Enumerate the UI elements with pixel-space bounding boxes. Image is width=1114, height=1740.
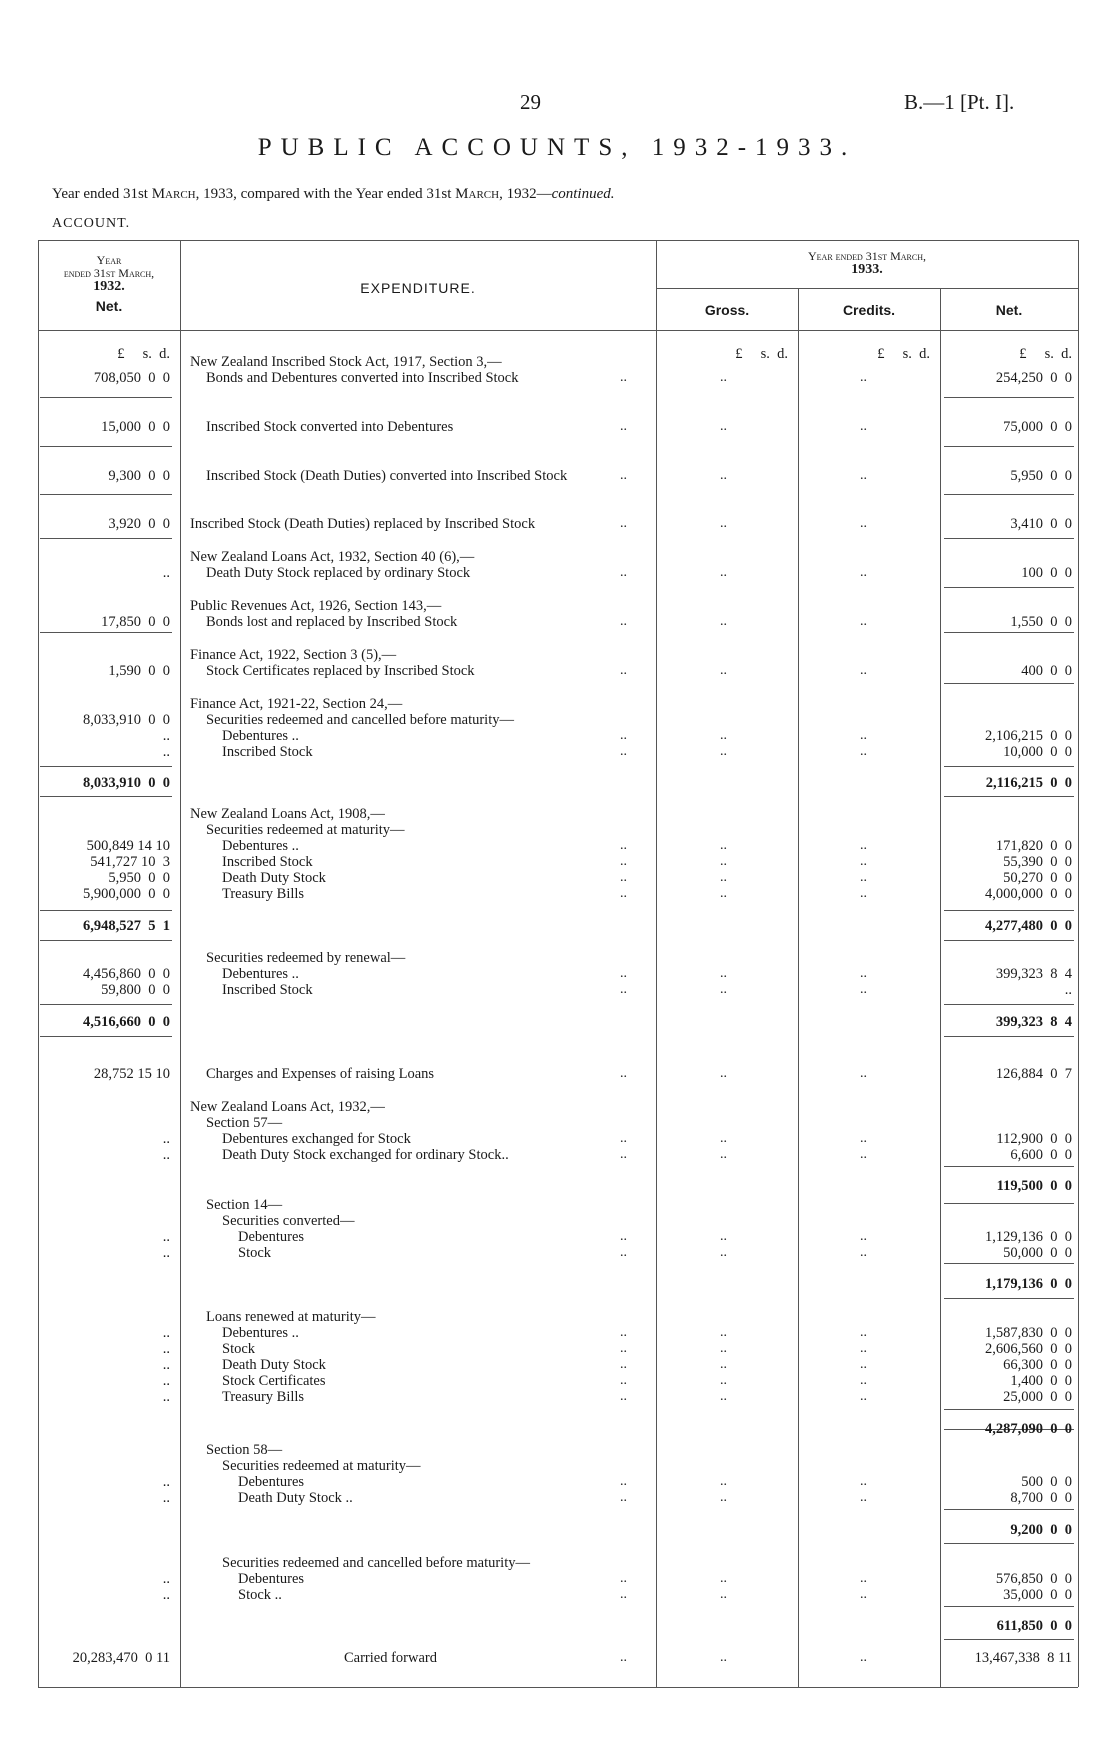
expenditure-header: EXPENDITURE. (360, 280, 476, 296)
document-reference: B.—1 [Pt. I]. (904, 90, 1015, 114)
leader-dots: .. (620, 838, 627, 853)
credits-empty-cell: .. (860, 1066, 867, 1081)
leader-dots: .. (620, 870, 627, 885)
net-unit-label: £ s. d. (1019, 346, 1072, 362)
gross-empty-cell: .. (720, 1341, 727, 1356)
page-subtitle: Year ended 31st March, 1933, compared with the Year ended 31st March, 1932—continued. (52, 186, 615, 202)
prev-net-header: Net. (95, 298, 123, 314)
prev-year-net-value: 1,590 0 0 (108, 663, 170, 679)
current-year-net-value: 1,179,136 0 0 (985, 1276, 1072, 1292)
row-description: New Zealand Loans Act, 1908,— (190, 806, 385, 822)
row-description: Stock (222, 1341, 256, 1357)
account-label: ACCOUNT. (52, 216, 131, 231)
row-description: Inscribed Stock (222, 744, 313, 760)
gross-empty-cell: .. (720, 1587, 727, 1602)
credits-empty-cell: .. (860, 1147, 867, 1162)
prev-year-net-value: 5,900,000 0 0 (83, 886, 170, 902)
credits-empty-cell: .. (860, 1650, 867, 1665)
leader-dots: .. (620, 1245, 627, 1260)
leader-dots: .. (620, 516, 627, 531)
gross-empty-cell: .. (720, 982, 727, 997)
gross-empty-cell: .. (720, 1147, 727, 1162)
row-description: Securities redeemed and cancelled before maturity— (206, 712, 514, 728)
current-year-net-value: 400 0 0 (1021, 663, 1072, 679)
row-description: Bonds lost and replaced by Inscribed Stock (206, 614, 458, 630)
leader-dots: .. (620, 419, 627, 434)
current-year-net-value: 576,850 0 0 (995, 1571, 1072, 1587)
row-description: Stock (238, 1245, 272, 1261)
rule-line (944, 683, 1074, 684)
net-header: Net. (995, 302, 1023, 318)
credits-empty-cell: .. (860, 1325, 867, 1340)
row-description: Inscribed Stock (Death Duties) replaced by Inscribed Stock (190, 516, 536, 532)
gross-empty-cell: .. (720, 468, 727, 483)
row-description: Securities redeemed by renewal— (206, 950, 406, 966)
gross-empty-cell: .. (720, 870, 727, 885)
current-year-net-value: 2,606,560 0 0 (985, 1341, 1072, 1357)
prev-year-net-value: .. (162, 1245, 170, 1261)
credits-empty-cell: .. (860, 1131, 867, 1146)
rule-line (944, 1263, 1074, 1264)
gross-unit-label: £ s. d. (735, 346, 788, 362)
leader-dots: .. (620, 1389, 627, 1404)
prev-year-net-value: 541,727 10 3 (90, 854, 170, 870)
credits-empty-cell: .. (860, 614, 867, 629)
rule-line (944, 538, 1074, 539)
row-description: Debentures .. (222, 728, 299, 744)
row-description: Debentures .. (222, 838, 299, 854)
credits-empty-cell: .. (860, 468, 867, 483)
current-year-net-value: 50,000 0 0 (1003, 1245, 1072, 1261)
credits-empty-cell: .. (860, 1341, 867, 1356)
row-description: Securities converted— (222, 1213, 355, 1229)
leader-dots: .. (620, 886, 627, 901)
gross-empty-cell: .. (720, 1325, 727, 1340)
row-description: Loans renewed at maturity— (206, 1309, 376, 1325)
prev-year-net-value: 20,283,470 0 11 (72, 1650, 170, 1666)
credits-empty-cell: .. (860, 1373, 867, 1388)
credits-empty-cell: .. (860, 1245, 867, 1260)
row-description: Death Duty Stock .. (238, 1490, 353, 1506)
credits-empty-cell: .. (860, 1571, 867, 1586)
row-description: Public Revenues Act, 1926, Section 143,— (190, 598, 442, 614)
prev-year-net-value: 8,033,910 0 0 (83, 712, 170, 728)
gross-empty-cell: .. (720, 728, 727, 743)
row-description: Inscribed Stock converted into Debentures (206, 419, 454, 435)
prev-year-net-value: .. (162, 1131, 170, 1147)
gross-empty-cell: .. (720, 1373, 727, 1388)
credits-empty-cell: .. (860, 419, 867, 434)
row-description: Stock Certificates (222, 1373, 326, 1389)
gross-empty-cell: .. (720, 886, 727, 901)
current-year-net-value: 3,410 0 0 (1010, 516, 1072, 532)
leader-dots: .. (620, 1229, 627, 1244)
rule-line (944, 397, 1074, 398)
gross-empty-cell: .. (720, 838, 727, 853)
rule-line (944, 587, 1074, 588)
current-year-net-value: 66,300 0 0 (1003, 1357, 1072, 1373)
credits-empty-cell: .. (860, 838, 867, 853)
leader-dots: .. (620, 1650, 627, 1665)
leader-dots: .. (620, 565, 627, 580)
rule-line (40, 446, 172, 447)
row-description: New Zealand Loans Act, 1932, Section 40 (6),— (190, 549, 475, 565)
row-description: New Zealand Loans Act, 1932,— (190, 1099, 385, 1115)
credits-empty-cell: .. (860, 886, 867, 901)
credits-header: Credits. (842, 302, 896, 318)
current-year-net-value: 2,106,215 0 0 (985, 728, 1072, 744)
gross-empty-cell: .. (720, 1357, 727, 1372)
page-title: PUBLIC ACCOUNTS, 1932-1933. (257, 134, 857, 161)
row-description: Section 14— (206, 1197, 283, 1213)
rule-line (944, 1509, 1074, 1510)
current-year-net-value: 6,600 0 0 (1010, 1147, 1072, 1163)
rule-line (40, 796, 172, 797)
rule-line (944, 940, 1074, 941)
row-description: Death Duty Stock (222, 1357, 326, 1373)
prev-year-net-value: .. (162, 1373, 170, 1389)
row-description: Securities redeemed and cancelled before maturity— (222, 1555, 530, 1571)
credits-empty-cell: .. (860, 1490, 867, 1505)
row-description: Treasury Bills (222, 1389, 305, 1405)
current-year-net-value: 100 0 0 (1021, 565, 1072, 581)
prev-year-net-value: .. (162, 1229, 170, 1245)
credits-empty-cell: .. (860, 663, 867, 678)
credits-empty-cell: .. (860, 870, 867, 885)
current-year-net-value: 55,390 0 0 (1003, 854, 1072, 870)
prev-year-net-value: 4,516,660 0 0 (83, 1014, 170, 1030)
prev-year-header: Year ended 31st March, 1932. (63, 253, 155, 294)
prev-year-net-value: 708,050 0 0 (93, 370, 170, 386)
row-description: Finance Act, 1921-22, Section 24,— (190, 696, 403, 712)
prev-year-net-value: .. (162, 1357, 170, 1373)
row-description: Inscribed Stock (222, 854, 313, 870)
current-year-net-value: 399,323 8 4 (995, 1014, 1072, 1030)
credits-empty-cell: .. (860, 744, 867, 759)
leader-dots: .. (620, 1131, 627, 1146)
current-year-net-value: 500 0 0 (1021, 1474, 1072, 1490)
prev-year-net-value: .. (162, 1325, 170, 1341)
prev-year-net-value: 15,000 0 0 (101, 419, 170, 435)
rule-line (40, 397, 172, 398)
prev-year-net-value: .. (162, 1341, 170, 1357)
current-year-net-value: 611,850 0 0 (996, 1618, 1072, 1634)
leader-dots: .. (620, 370, 627, 385)
prev-year-net-value: .. (162, 1147, 170, 1163)
prev-year-net-value: .. (162, 744, 170, 760)
current-year-net-value: 119,500 0 0 (996, 1178, 1072, 1194)
current-year-net-value: 399,323 8 4 (995, 966, 1072, 982)
gross-empty-cell: .. (720, 1131, 727, 1146)
rule-line (944, 632, 1074, 633)
credits-empty-cell: .. (860, 370, 867, 385)
row-description: Securities redeemed at maturity— (222, 1458, 421, 1474)
rule-line (40, 494, 172, 495)
gross-empty-cell: .. (720, 1474, 727, 1489)
prev-year-net-value: .. (162, 1587, 170, 1603)
leader-dots: .. (620, 663, 627, 678)
credits-empty-cell: .. (860, 982, 867, 997)
leader-dots: .. (620, 1474, 627, 1489)
rule-line (944, 1543, 1074, 1544)
prev-year-net-value: .. (162, 1474, 170, 1490)
page-number: 29 (520, 90, 541, 114)
rule-line (944, 1004, 1074, 1005)
current-year-net-value: 50,270 0 0 (1003, 870, 1072, 886)
credits-empty-cell: .. (860, 1389, 867, 1404)
credits-empty-cell: .. (860, 1357, 867, 1372)
leader-dots: .. (620, 1147, 627, 1162)
credits-empty-cell: .. (860, 966, 867, 981)
prev-year-net-value: .. (162, 1571, 170, 1587)
current-year-net-value: 9,200 0 0 (1010, 1522, 1072, 1538)
current-year-net-value: 4,277,480 0 0 (985, 918, 1072, 934)
gross-empty-cell: .. (720, 1389, 727, 1404)
prev-year-net-value: .. (162, 1490, 170, 1506)
prev-year-net-value: 4,456,860 0 0 (83, 966, 170, 982)
gross-empty-cell: .. (720, 419, 727, 434)
row-description: Inscribed Stock (Death Duties) converted into Inscribed Stock (206, 468, 568, 484)
prev-year-net-value: .. (162, 1389, 170, 1405)
curr-year-header: Year ended 31st March, 1933. (807, 249, 926, 277)
credits-empty-cell: .. (860, 1229, 867, 1244)
row-description: Finance Act, 1922, Section 3 (5),— (190, 647, 397, 663)
gross-empty-cell: .. (720, 614, 727, 629)
current-year-net-value: 126,884 0 7 (995, 1066, 1072, 1082)
rule-line (944, 910, 1074, 911)
gross-empty-cell: .. (720, 370, 727, 385)
leader-dots: .. (620, 1490, 627, 1505)
row-description: New Zealand Inscribed Stock Act, 1917, Section 3,— (190, 354, 502, 370)
leader-dots: .. (620, 982, 627, 997)
current-year-net-value: 25,000 0 0 (1003, 1389, 1072, 1405)
current-year-net-value: 75,000 0 0 (1003, 419, 1072, 435)
prev-year-net-value: .. (162, 565, 170, 581)
rule-line (40, 940, 172, 941)
current-year-net-value: 1,550 0 0 (1010, 614, 1072, 630)
row-description: Section 57— (206, 1115, 283, 1131)
row-description: Carried forward (344, 1650, 437, 1666)
gross-empty-cell: .. (720, 1490, 727, 1505)
current-year-net-value: 1,400 0 0 (1010, 1373, 1072, 1389)
row-description: Debentures .. (222, 1325, 299, 1341)
rule-line (944, 1639, 1074, 1640)
row-description: Treasury Bills (222, 886, 305, 902)
leader-dots: .. (620, 1373, 627, 1388)
row-description: Charges and Expenses of raising Loans (206, 1066, 435, 1082)
prev-year-net-value: 59,800 0 0 (101, 982, 170, 998)
rule-line (944, 1298, 1074, 1299)
leader-dots: .. (620, 1571, 627, 1586)
gross-empty-cell: .. (720, 1571, 727, 1586)
row-description: Debentures exchanged for Stock (222, 1131, 411, 1147)
current-year-net-value: 1,129,136 0 0 (985, 1229, 1072, 1245)
rule-line (40, 1004, 172, 1005)
leader-dots: .. (620, 1341, 627, 1356)
current-year-net-value: 171,820 0 0 (995, 838, 1072, 854)
rule-line (944, 1606, 1074, 1607)
current-year-net-value: 35,000 0 0 (1003, 1587, 1072, 1603)
rule-line (944, 766, 1074, 767)
credits-empty-cell: .. (860, 565, 867, 580)
current-year-net-value: 10,000 0 0 (1003, 744, 1072, 760)
current-year-net-value: 2,116,215 0 0 (985, 775, 1072, 791)
prev-year-net-value: 17,850 0 0 (101, 614, 170, 630)
rule-line (944, 446, 1074, 447)
row-description: Death Duty Stock (222, 870, 326, 886)
credits-empty-cell: .. (860, 1474, 867, 1489)
credits-empty-cell: .. (860, 854, 867, 869)
gross-empty-cell: .. (720, 1650, 727, 1665)
gross-empty-cell: .. (720, 854, 727, 869)
gross-empty-cell: .. (720, 1066, 727, 1081)
leader-dots: .. (620, 744, 627, 759)
rule-line (944, 1166, 1074, 1167)
leader-dots: .. (620, 966, 627, 981)
prev-year-net-value: .. (162, 728, 170, 744)
row-description: Death Duty Stock replaced by ordinary Stock (206, 565, 471, 581)
row-description: Debentures (238, 1474, 305, 1490)
current-year-net-value: .. (1064, 982, 1072, 998)
current-year-net-value: 254,250 0 0 (995, 370, 1072, 386)
credits-empty-cell: .. (860, 516, 867, 531)
prev-year-net-value: 500,849 14 10 (86, 838, 170, 854)
rule-line (944, 796, 1074, 797)
current-year-net-value: 1,587,830 0 0 (985, 1325, 1072, 1341)
gross-header: Gross. (704, 302, 750, 318)
rule-line (944, 1036, 1074, 1037)
current-year-net-value: 8,700 0 0 (1010, 1490, 1072, 1506)
leader-dots: .. (620, 854, 627, 869)
row-description: Stock Certificates replaced by Inscribed Stock (206, 663, 475, 679)
row-description: Stock .. (238, 1587, 282, 1603)
row-description: Inscribed Stock (222, 982, 313, 998)
gross-empty-cell: .. (720, 565, 727, 580)
leader-dots: .. (620, 1357, 627, 1372)
rule-line (944, 1409, 1074, 1410)
prev-year-net-value: 5,950 0 0 (108, 870, 170, 886)
prev-year-net-value: 6,948,527 5 1 (83, 918, 170, 934)
gross-empty-cell: .. (720, 1229, 727, 1244)
prev-unit-label: £ s. d. (117, 346, 170, 362)
row-description: Debentures .. (222, 966, 299, 982)
rule-line (944, 494, 1074, 495)
current-year-net-value: 4,287,090 0 0 (985, 1421, 1072, 1437)
prev-year-net-value: 28,752 15 10 (93, 1066, 170, 1082)
leader-dots: .. (620, 614, 627, 629)
prev-year-net-value: 3,920 0 0 (108, 516, 170, 532)
row-description: Securities redeemed at maturity— (206, 822, 405, 838)
rule-line (40, 538, 172, 539)
current-year-net-value: 13,467,338 8 11 (974, 1650, 1072, 1666)
prev-year-net-value: 9,300 0 0 (108, 468, 170, 484)
rule-line (40, 1036, 172, 1037)
rule-line (40, 632, 172, 633)
credits-empty-cell: .. (860, 728, 867, 743)
gross-empty-cell: .. (720, 1245, 727, 1260)
current-year-net-value: 112,900 0 0 (996, 1131, 1072, 1147)
row-description: Death Duty Stock exchanged for ordinary Stock.. (222, 1147, 509, 1163)
row-description: Bonds and Debentures converted into Inscribed Stock (206, 370, 519, 386)
gross-empty-cell: .. (720, 744, 727, 759)
current-year-net-value: 5,950 0 0 (1010, 468, 1072, 484)
credits-unit-label: £ s. d. (877, 346, 930, 362)
leader-dots: .. (620, 1066, 627, 1081)
gross-empty-cell: .. (720, 516, 727, 531)
gross-empty-cell: .. (720, 663, 727, 678)
row-description: Debentures (238, 1571, 305, 1587)
leader-dots: .. (620, 468, 627, 483)
leader-dots: .. (620, 1587, 627, 1602)
prev-year-net-value: 8,033,910 0 0 (83, 775, 170, 791)
row-description: Section 58— (206, 1442, 283, 1458)
rule-line (40, 766, 172, 767)
current-year-net-value: 4,000,000 0 0 (985, 886, 1072, 902)
row-description: Debentures (238, 1229, 305, 1245)
leader-dots: .. (620, 1325, 627, 1340)
gross-empty-cell: .. (720, 966, 727, 981)
credits-empty-cell: .. (860, 1587, 867, 1602)
rule-line (40, 910, 172, 911)
rule-line (944, 1203, 1074, 1204)
leader-dots: .. (620, 728, 627, 743)
